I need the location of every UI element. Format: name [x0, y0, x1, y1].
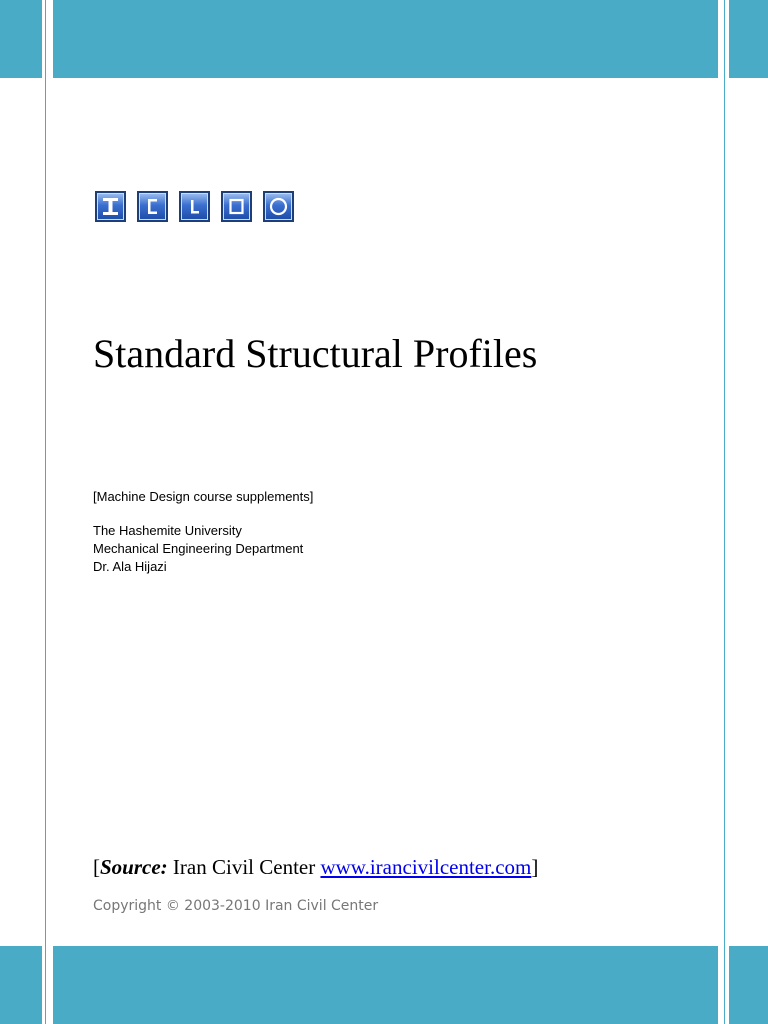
course-note: [Machine Design course supplements] [93, 489, 314, 504]
source-open-bracket: [ [93, 855, 100, 879]
department-name: Mechanical Engineering Department [93, 541, 304, 556]
source-link[interactable]: www.irancivilcenter.com [320, 855, 532, 879]
source-label: Source: [100, 855, 168, 879]
l-angle-icon [179, 191, 210, 222]
bottom-band-left [0, 946, 42, 1024]
document-title: Standard Structural Profiles [93, 331, 538, 376]
author-name: Dr. Ala Hijazi [93, 559, 167, 574]
profile-logo [95, 191, 294, 222]
copyright-notice: Copyright © 2003-2010 Iran Civil Center [93, 898, 379, 914]
source-line [93, 855, 538, 880]
source-name: Iran Civil Center [167, 855, 321, 879]
frame-line-right [724, 0, 725, 1024]
frame-line-left [45, 0, 46, 1024]
square-tube-icon [221, 191, 252, 222]
top-band-left [0, 0, 42, 78]
bottom-band-center [53, 946, 718, 1024]
top-band-right [729, 0, 768, 78]
round-tube-icon [263, 191, 294, 222]
c-channel-icon [137, 191, 168, 222]
top-band-center [53, 0, 718, 78]
source-close-bracket: ] [531, 855, 539, 879]
i-section-icon [95, 191, 126, 222]
university-name: The Hashemite University [93, 523, 242, 538]
bottom-band-right [729, 946, 768, 1024]
